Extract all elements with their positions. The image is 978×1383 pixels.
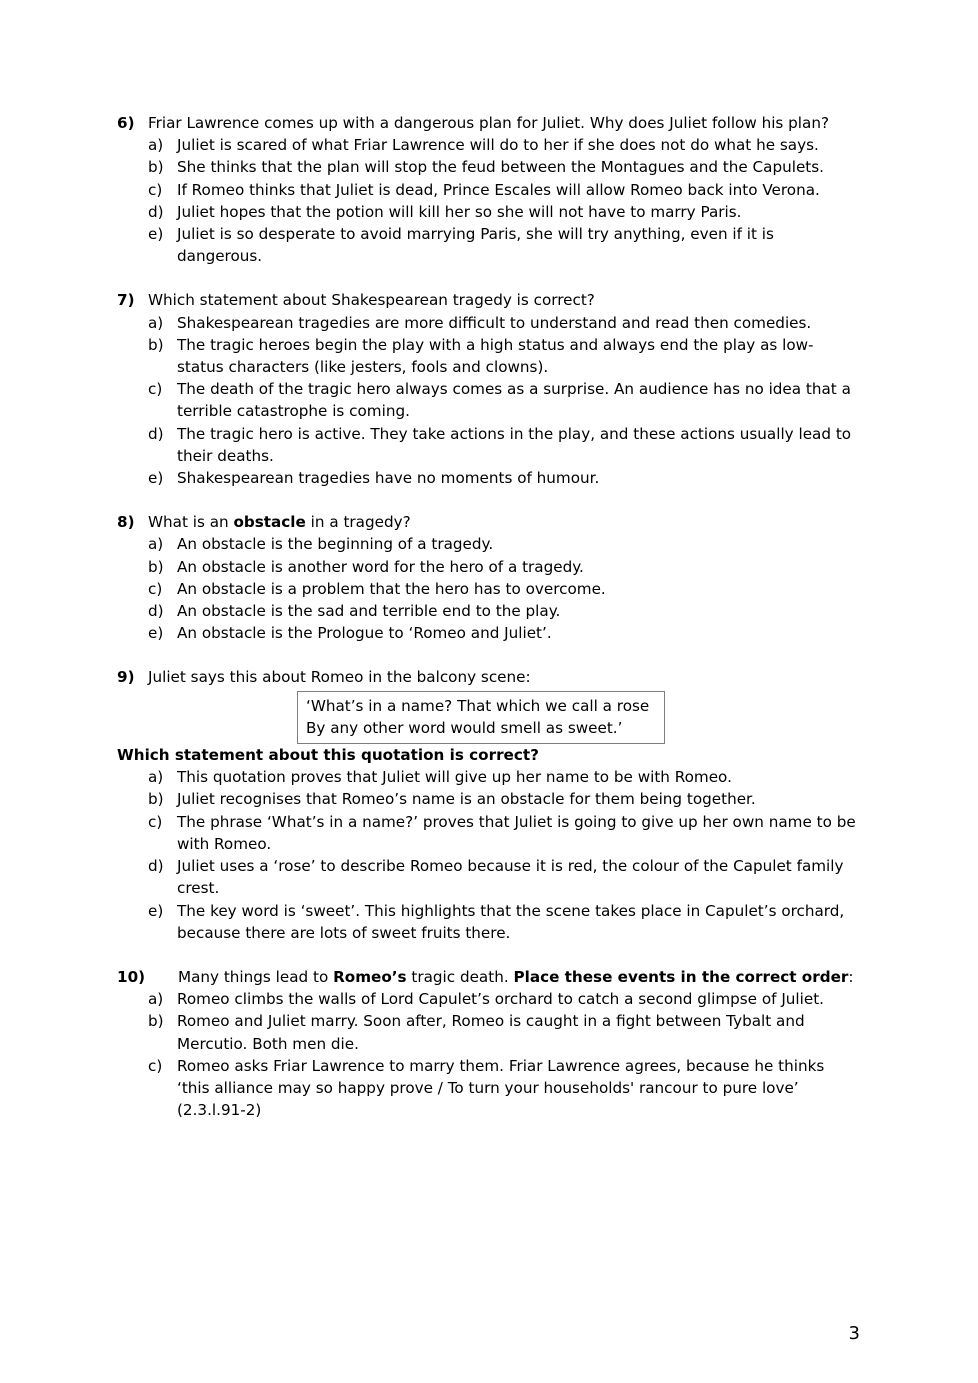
question-text-part: Juliet says this about Romeo in the balcony scene: <box>148 668 531 687</box>
option-marker: d) <box>148 602 164 621</box>
answer-option[interactable] <box>117 766 859 788</box>
answer-option[interactable] <box>117 156 859 178</box>
option-marker: b) <box>148 158 164 177</box>
page-number: 3 <box>848 1323 860 1344</box>
option-marker: c) <box>148 1056 163 1075</box>
question-text-part: Friar Lawrence comes up with a dangerous plan for Juliet. Why does Juliet follow his plan? <box>148 114 830 132</box>
option-text: Juliet recognises that Romeo’s name is an obstacle for them being together. <box>177 790 756 809</box>
option-marker: a) <box>148 768 164 787</box>
option-text: Juliet is so desperate to avoid marrying Paris, she will try anything, even if it is dangerous. <box>177 225 774 266</box>
question-number: 7) <box>117 291 135 310</box>
answer-option[interactable] <box>117 223 859 267</box>
answer-options <box>117 533 859 644</box>
option-text: An obstacle is a problem that the hero has to overcome. <box>177 579 606 598</box>
answer-options <box>117 766 859 944</box>
answer-option[interactable] <box>117 312 859 334</box>
answer-option[interactable] <box>117 578 859 600</box>
answer-option[interactable] <box>117 467 859 489</box>
option-text: The death of the tragic hero always comes as a surprise. An audience has no idea that a terrible catastrophe is coming. <box>177 380 851 421</box>
answer-options <box>117 312 859 490</box>
option-marker: d) <box>148 857 164 876</box>
question-block <box>117 289 859 489</box>
option-marker: c) <box>148 812 163 831</box>
option-marker: e) <box>148 901 164 920</box>
option-marker: b) <box>148 1012 164 1031</box>
question-text-part: Which statement about Shakespearean tragedy is correct? <box>148 291 595 310</box>
answer-option[interactable] <box>117 855 859 899</box>
question-number: 6) <box>117 114 135 132</box>
option-marker: b) <box>148 790 164 809</box>
option-marker: d) <box>148 424 164 443</box>
question-text-emphasis: Place these events in the correct order <box>513 967 849 986</box>
option-marker: c) <box>148 579 163 598</box>
option-text: Juliet uses a ‘rose’ to describe Romeo because it is red, the colour of the Capulet family crest. <box>177 857 844 898</box>
answer-option[interactable] <box>117 533 859 555</box>
question-prompt <box>117 112 859 134</box>
question-text <box>148 668 531 686</box>
answer-options <box>117 988 859 1121</box>
option-marker: a) <box>148 136 164 155</box>
option-marker: a) <box>148 313 164 332</box>
option-text: Shakespearean tragedies are more difficult to understand and read then comedies. <box>177 313 812 332</box>
question-number: 8) <box>117 513 135 532</box>
option-marker: a) <box>148 535 164 554</box>
answer-option[interactable] <box>117 201 859 223</box>
answer-option[interactable] <box>117 1055 859 1122</box>
option-text: Romeo asks Friar Lawrence to marry them. Friar Lawrence agrees, because he thinks ‘this alliance may so happy prove / To turn your households' rancour to pure love’ (2.3.l.91-2) <box>177 1056 825 1120</box>
question-prompt <box>117 289 859 311</box>
option-text: Romeo climbs the walls of Lord Capulet’s orchard to catch a second glimpse of Juliet. <box>177 990 824 1009</box>
question-number: 9) <box>117 668 135 687</box>
question-text-part: tragic death. <box>406 967 514 986</box>
option-marker: b) <box>148 335 164 354</box>
option-text: An obstacle is the beginning of a tragedy. <box>177 535 494 554</box>
option-text: An obstacle is the Prologue to ‘Romeo and Juliet’. <box>177 624 552 643</box>
question-text <box>148 513 411 531</box>
option-marker: e) <box>148 225 164 244</box>
answer-option[interactable] <box>117 334 859 378</box>
option-text: The tragic hero is active. They take actions in the play, and these actions usually lead to their deaths. <box>177 424 852 465</box>
question-prompt <box>117 966 859 988</box>
question-text <box>148 968 854 986</box>
question-text-emphasis: Romeo’s <box>333 967 407 986</box>
answer-option[interactable] <box>117 600 859 622</box>
questions-container <box>117 112 859 1121</box>
quotation-line: By any other word would smell as sweet.’ <box>306 718 623 737</box>
option-marker: a) <box>148 990 164 1009</box>
answer-options <box>117 134 859 267</box>
question-block <box>117 112 859 267</box>
answer-option[interactable] <box>117 788 859 810</box>
quotation-box-wrapper <box>117 689 859 744</box>
question-text-part: What is an <box>148 513 234 532</box>
option-marker: b) <box>148 557 164 576</box>
answer-option[interactable] <box>117 556 859 578</box>
option-marker: e) <box>148 624 164 643</box>
answer-option[interactable] <box>117 988 859 1010</box>
question-text-part: Many things lead to <box>178 967 334 986</box>
option-text: The key word is ‘sweet’. This highlights that the scene takes place in Capulet’s orchard, because there are lots of sweet fruits there. <box>177 901 845 942</box>
quotation-box <box>297 691 665 744</box>
answer-option[interactable] <box>117 378 859 422</box>
option-text: Romeo and Juliet marry. Soon after, Romeo is caught in a fight between Tybalt and Mercutio. Both men die. <box>177 1012 805 1053</box>
answer-option[interactable] <box>117 622 859 644</box>
answer-option[interactable] <box>117 1010 859 1054</box>
question-subheading: Which statement about this quotation is correct? <box>117 746 539 765</box>
option-text: The phrase ‘What’s in a name?’ proves that Juliet is going to give up her own name to be with Romeo. <box>177 812 856 853</box>
answer-option[interactable] <box>117 900 859 944</box>
question-prompt <box>117 511 859 533</box>
answer-option[interactable] <box>117 179 859 201</box>
answer-option[interactable] <box>117 423 859 467</box>
question-number: 10) <box>117 967 146 986</box>
quotation-line: ‘What’s in a name? That which we call a rose <box>306 696 650 715</box>
question-prompt <box>117 666 859 688</box>
option-text: Juliet is scared of what Friar Lawrence will do to her if she does not do what he says. <box>177 136 819 155</box>
option-text: An obstacle is another word for the hero of a tragedy. <box>177 557 584 576</box>
option-text: This quotation proves that Juliet will give up her name to be with Romeo. <box>177 768 732 787</box>
option-text: An obstacle is the sad and terrible end to the play. <box>177 602 561 621</box>
option-marker: c) <box>148 380 163 399</box>
option-text: She thinks that the plan will stop the feud between the Montagues and the Capulets. <box>177 158 824 177</box>
option-text: Juliet hopes that the potion will kill her so she will not have to marry Paris. <box>177 202 742 221</box>
question-block <box>117 966 859 1121</box>
option-text: If Romeo thinks that Juliet is dead, Prince Escales will allow Romeo back into Verona. <box>177 180 820 199</box>
question-text-part: in a tragedy? <box>305 513 411 532</box>
option-marker: c) <box>148 180 163 199</box>
question-text-part: : <box>848 967 854 986</box>
question-text <box>148 114 829 132</box>
option-marker: d) <box>148 202 164 221</box>
answer-option[interactable] <box>117 811 859 855</box>
option-text: The tragic heroes begin the play with a high status and always end the play as low-status characters (like jesters, fools and clowns). <box>177 335 814 377</box>
question-text-emphasis: obstacle <box>233 513 306 532</box>
option-marker: e) <box>148 469 164 488</box>
question-text <box>148 291 595 309</box>
question-block <box>117 666 859 943</box>
option-text: Shakespearean tragedies have no moments of humour. <box>177 469 600 488</box>
question-block <box>117 511 859 644</box>
answer-option[interactable] <box>117 134 859 156</box>
